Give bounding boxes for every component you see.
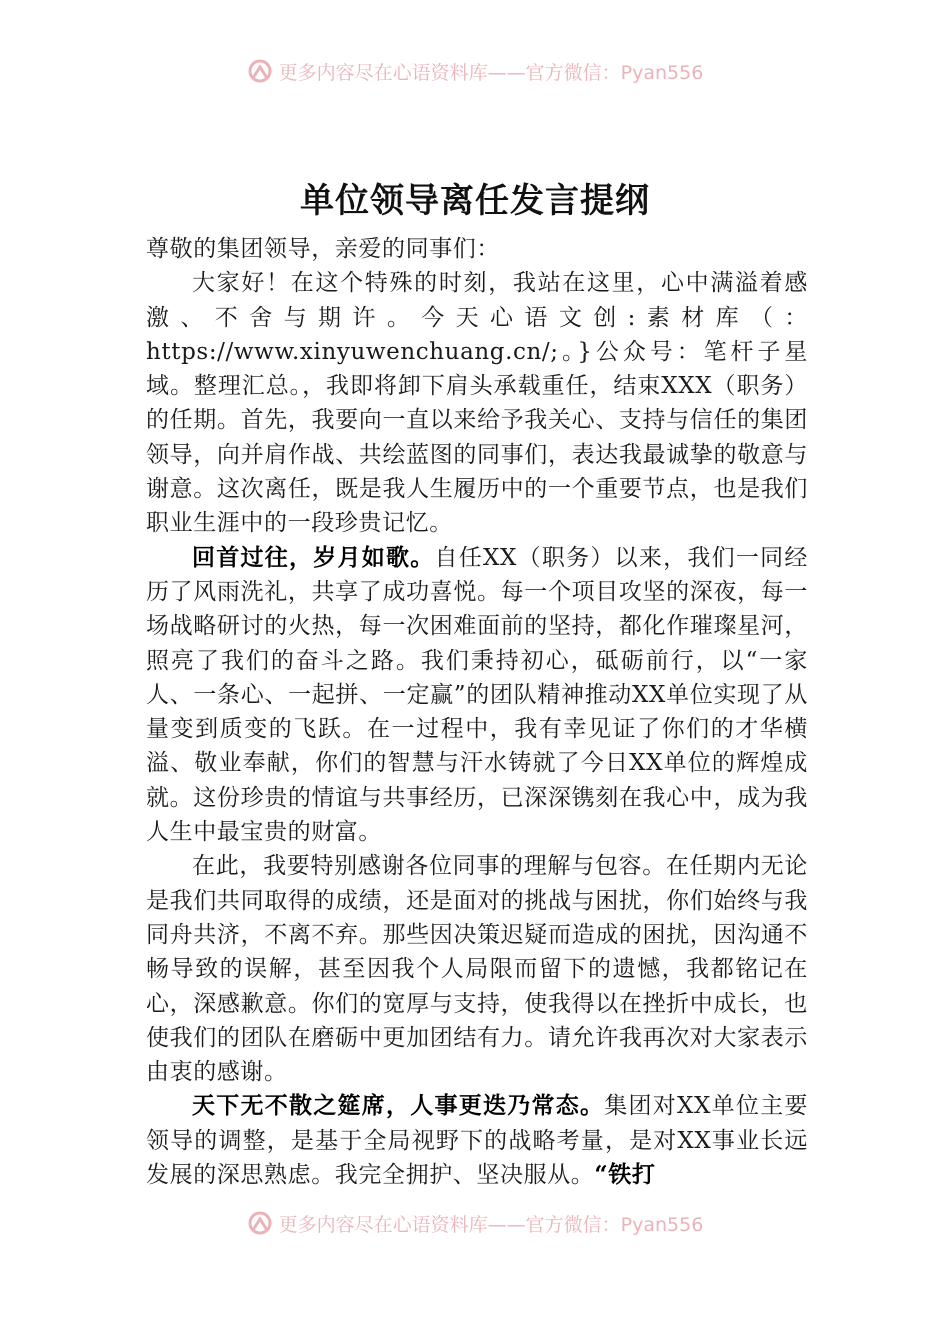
watermark-logo-icon: [247, 58, 273, 84]
paragraph-4: [146, 1089, 808, 1192]
paragraph-text: 在此，我要特别感谢各位同事的理解与包容。在任期内无论是我们共同取得的成绩，还是面对的挑战与困扰，你们始终与我同舟共济，不离不弃。那些因决策迟疑而造成的困扰，因沟通不畅导致的误解，甚至因我个人局限而留下的遗憾，我都铭记在心，深感歉意。你们的宽厚与支持，使我得以在挫折中成长，也使我们的团队在磨砺中更加团结有力。请允许我再次对大家表示由衷的感谢。: [146, 853, 808, 1086]
document-title: 单位领导离任发言提纲: [300, 181, 650, 221]
paragraph-bold-lead: 天下无不散之筵席，人事更迭乃常态。: [192, 1092, 605, 1120]
paragraph-bold-tail: “铁打: [594, 1161, 656, 1189]
document-body: [146, 232, 808, 1212]
paragraph-2: [146, 541, 808, 850]
watermark-text: 更多内容尽在心语资料库——官方微信：Pyan556: [278, 1213, 704, 1236]
salutation: 尊敬的集团领导，亲爱的同事们：: [146, 236, 500, 262]
paragraph-bold-lead: 回首过往，岁月如歌。: [192, 543, 435, 571]
paragraph-text: 大家好！在这个特殊的时刻，我站在这里，心中满溢着感激、不舍与期许。今天心语文创:素材库（：https://www.xinyuwenchuang.cn/;。}公众号：笔杆子星域。整理汇总。，我即将卸下肩头承载重任，结束XXX（职务）的任期。首先，我要向一直以来给予我关心、支持与信任的集团领导，向并肩作战、共绘蓝图的同事们，表达我最诚挚的敬意与谢意。这次离任，既是我人生履历中的一个重要节点，也是我们职业生涯中的一段珍贵记忆。: [146, 270, 808, 537]
watermark-text: 更多内容尽在心语资料库——官方微信：Pyan556: [278, 61, 704, 84]
watermark-logo-icon: [247, 1210, 273, 1236]
watermark-bottom: [0, 1208, 950, 1238]
paragraph-1: [146, 266, 808, 540]
watermark-top: [0, 56, 950, 86]
paragraph-text: 自任XX（职务）以来，我们一同经历了风雨洗礼，共享了成功喜悦。每一个项目攻坚的深夜，每一场战略研讨的火热，每一次困难面前的坚持，都化作璀璨星河，照亮了我们的奋斗之路。我们秉持初心，砥砺前行，以“一家人、一条心、一起拼、一定赢”的团队精神推动XX单位实现了从量变到质变的飞跃。在一过程中，我有幸见证了你们的才华横溢、敬业奉献，你们的智慧与汗水铸就了今日XX单位的辉煌成就。这份珍贵的情谊与共事经历，已深深镌刻在我心中，成为我人生中最宝贵的财富。: [146, 544, 808, 846]
paragraph-text: 集团对XX单位主要领导的调整，是基于全局视野下的战略考量，是对XX事业长远发展的深思熟虑。我完全拥护、坚决服从。: [146, 1093, 808, 1189]
paragraph-3: [146, 849, 808, 1089]
